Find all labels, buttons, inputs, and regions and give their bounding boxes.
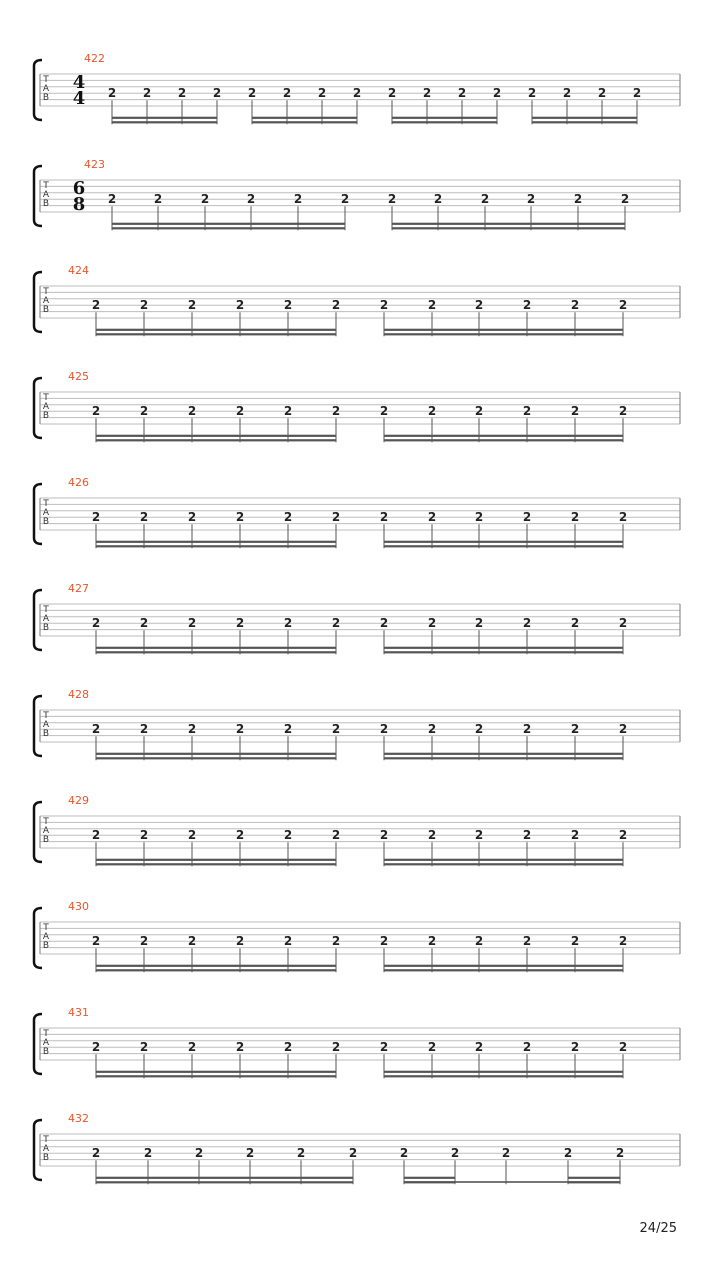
fret-number: 2: [379, 404, 389, 419]
fret-number: 2: [317, 86, 327, 101]
beam-primary: [392, 227, 625, 229]
tab-clef-letter: T: [43, 817, 49, 827]
fret-number: 2: [379, 722, 389, 737]
tab-clef-letter: B: [42, 411, 50, 421]
beam-primary: [96, 757, 336, 759]
fret-number: 2: [427, 616, 437, 631]
beam-primary: [96, 1181, 353, 1183]
fret-number: 2: [620, 192, 630, 207]
fret-number: 2: [187, 404, 197, 419]
beam-primary: [384, 545, 623, 547]
tab-clef-letter: B: [42, 1047, 50, 1057]
fret-number: 2: [283, 722, 293, 737]
fret-number: 2: [450, 1146, 460, 1161]
fret-number: 2: [379, 616, 389, 631]
fret-number: 2: [283, 298, 293, 313]
fret-number: 2: [139, 510, 149, 525]
fret-number: 2: [293, 192, 303, 207]
fret-number: 2: [139, 298, 149, 313]
fret-number: 2: [618, 298, 628, 313]
beam-secondary: [384, 435, 623, 437]
system-bracket: [34, 1014, 42, 1074]
fret-number: 2: [570, 1040, 580, 1055]
fret-number: 2: [570, 616, 580, 631]
fret-number: 2: [331, 616, 341, 631]
measure-number: 423: [84, 158, 105, 171]
beam-secondary: [96, 647, 336, 649]
fret-number: 2: [379, 510, 389, 525]
fret-number: 2: [143, 1146, 153, 1161]
fret-number: 2: [618, 934, 628, 949]
fret-number: 2: [235, 298, 245, 313]
fret-number: 2: [522, 510, 532, 525]
fret-number: 2: [235, 616, 245, 631]
fret-number: 2: [331, 722, 341, 737]
tab-clef-letter: A: [42, 84, 50, 94]
fret-number: 2: [399, 1146, 409, 1161]
fret-number: 2: [187, 298, 197, 313]
system-bracket: [34, 484, 42, 544]
beam-secondary: [96, 435, 336, 437]
beam-primary: [96, 969, 336, 971]
fret-number: 2: [474, 1040, 484, 1055]
time-signature-top: 6: [72, 178, 86, 199]
fret-number: 2: [570, 828, 580, 843]
fret-number: 2: [573, 192, 583, 207]
beam-secondary: [112, 223, 345, 225]
fret-number: 2: [283, 1040, 293, 1055]
fret-number: 2: [570, 934, 580, 949]
tab-clef-letter: A: [42, 614, 50, 624]
fret-number: 2: [139, 1040, 149, 1055]
beam-secondary: [384, 1071, 623, 1073]
beam-secondary: [392, 117, 497, 119]
fret-number: 2: [142, 86, 152, 101]
beam-primary: [392, 121, 497, 123]
fret-number: 2: [492, 86, 502, 101]
beam-secondary: [96, 753, 336, 755]
measure-number: 426: [68, 476, 89, 489]
measure-number: 424: [68, 264, 89, 277]
beam-secondary: [112, 117, 217, 119]
beam-secondary: [532, 117, 637, 119]
fret-number: 2: [139, 828, 149, 843]
fret-number: 2: [427, 404, 437, 419]
beam-primary: [252, 121, 357, 123]
beam-primary: [112, 121, 217, 123]
beam-primary: [384, 757, 623, 759]
measure-number: 429: [68, 794, 89, 807]
beam-primary: [384, 969, 623, 971]
tab-clef-letter: B: [42, 835, 50, 845]
fret-number: 2: [570, 722, 580, 737]
fret-number: 2: [187, 616, 197, 631]
fret-number: 2: [187, 1040, 197, 1055]
fret-number: 2: [562, 86, 572, 101]
tab-clef-letter: B: [42, 623, 50, 633]
measure-number: 431: [68, 1006, 89, 1019]
beam-primary: [96, 333, 336, 335]
beam-primary: [96, 545, 336, 547]
beam-secondary: [568, 1177, 620, 1179]
beam-secondary: [252, 117, 357, 119]
tab-clef-letter: A: [42, 296, 50, 306]
fret-number: 2: [331, 298, 341, 313]
fret-number: 2: [235, 404, 245, 419]
tab-clef-letter: A: [42, 932, 50, 942]
tab-clef-letter: T: [43, 605, 49, 615]
beam-secondary: [384, 329, 623, 331]
beam-primary: [96, 439, 336, 441]
fret-number: 2: [235, 828, 245, 843]
fret-number: 2: [563, 1146, 573, 1161]
fret-number: 2: [474, 510, 484, 525]
fret-number: 2: [474, 404, 484, 419]
fret-number: 2: [91, 298, 101, 313]
beam-primary: [384, 439, 623, 441]
fret-number: 2: [235, 934, 245, 949]
beam-primary: [384, 333, 623, 335]
fret-number: 2: [522, 1040, 532, 1055]
fret-number: 2: [433, 192, 443, 207]
beam-secondary: [384, 859, 623, 861]
fret-number: 2: [387, 86, 397, 101]
beam-secondary: [392, 223, 625, 225]
tab-clef-letter: A: [42, 190, 50, 200]
tab-clef-letter: B: [42, 1153, 50, 1163]
fret-number: 2: [139, 616, 149, 631]
fret-number: 2: [522, 616, 532, 631]
fret-number: 2: [282, 86, 292, 101]
fret-number: 2: [283, 828, 293, 843]
fret-number: 2: [187, 722, 197, 737]
fret-number: 2: [632, 86, 642, 101]
tab-clef-letter: A: [42, 1144, 50, 1154]
fret-number: 2: [235, 722, 245, 737]
beam-primary: [96, 651, 336, 653]
beam-secondary: [404, 1177, 455, 1179]
measure-number: 428: [68, 688, 89, 701]
fret-number: 2: [522, 722, 532, 737]
tab-clef-letter: T: [43, 499, 49, 509]
fret-number: 2: [283, 404, 293, 419]
fret-number: 2: [570, 404, 580, 419]
fret-number: 2: [91, 616, 101, 631]
fret-number: 2: [474, 616, 484, 631]
fret-number: 2: [427, 510, 437, 525]
system-bracket: [34, 378, 42, 438]
fret-number: 2: [618, 828, 628, 843]
tab-clef-letter: A: [42, 826, 50, 836]
fret-number: 2: [597, 86, 607, 101]
fret-number: 2: [427, 934, 437, 949]
tab-clef-letter: T: [43, 393, 49, 403]
fret-number: 2: [422, 86, 432, 101]
fret-number: 2: [480, 192, 490, 207]
fret-number: 2: [247, 86, 257, 101]
system-bracket: [34, 272, 42, 332]
fret-number: 2: [379, 1040, 389, 1055]
fret-number: 2: [246, 192, 256, 207]
fret-number: 2: [474, 934, 484, 949]
fret-number: 2: [91, 510, 101, 525]
tab-clef-letter: B: [42, 93, 50, 103]
system-bracket: [34, 60, 42, 120]
fret-number: 2: [474, 828, 484, 843]
fret-number: 2: [283, 510, 293, 525]
fret-number: 2: [212, 86, 222, 101]
fret-number: 2: [427, 298, 437, 313]
beam-primary: [384, 651, 623, 653]
beam-secondary: [96, 859, 336, 861]
tab-clef-letter: B: [42, 941, 50, 951]
fret-number: 2: [283, 616, 293, 631]
fret-number: 2: [352, 86, 362, 101]
beam-secondary: [384, 647, 623, 649]
fret-number: 2: [91, 1146, 101, 1161]
fret-number: 2: [522, 934, 532, 949]
fret-number: 2: [522, 298, 532, 313]
tab-clef-letter: T: [43, 181, 49, 191]
beam-primary: [112, 227, 345, 229]
fret-number: 2: [107, 192, 117, 207]
tab-clef-letter: T: [43, 287, 49, 297]
time-signature-top: 4: [72, 72, 86, 93]
fret-number: 2: [379, 934, 389, 949]
fret-number: 2: [618, 404, 628, 419]
fret-number: 2: [194, 1146, 204, 1161]
beam-secondary: [96, 541, 336, 543]
tab-clef-letter: A: [42, 720, 50, 730]
fret-number: 2: [570, 510, 580, 525]
fret-number: 2: [245, 1146, 255, 1161]
fret-number: 2: [474, 298, 484, 313]
beam-primary: [96, 863, 336, 865]
beam-secondary: [96, 1071, 336, 1073]
system-bracket: [34, 1120, 42, 1180]
fret-number: 2: [139, 934, 149, 949]
fret-number: 2: [139, 722, 149, 737]
fret-number: 2: [91, 722, 101, 737]
fret-number: 2: [348, 1146, 358, 1161]
fret-number: 2: [283, 934, 293, 949]
beam-secondary: [384, 541, 623, 543]
fret-number: 2: [235, 510, 245, 525]
tab-clef-letter: T: [43, 923, 49, 933]
fret-number: 2: [427, 722, 437, 737]
tab-clef-letter: A: [42, 402, 50, 412]
fret-number: 2: [91, 934, 101, 949]
measure-number: 430: [68, 900, 89, 913]
fret-number: 2: [139, 404, 149, 419]
beam-secondary: [384, 753, 623, 755]
fret-number: 2: [427, 828, 437, 843]
beam-primary: [384, 863, 623, 865]
tab-clef-letter: B: [42, 305, 50, 315]
system-bracket: [34, 696, 42, 756]
measure-number: 425: [68, 370, 89, 383]
fret-number: 2: [331, 934, 341, 949]
fret-number: 2: [91, 1040, 101, 1055]
fret-number: 2: [235, 1040, 245, 1055]
fret-number: 2: [107, 86, 117, 101]
tab-clef-letter: B: [42, 517, 50, 527]
fret-number: 2: [618, 510, 628, 525]
time-signature-bottom: 8: [72, 194, 86, 215]
beam-secondary: [96, 329, 336, 331]
fret-number: 2: [331, 404, 341, 419]
tab-clef-letter: T: [43, 1029, 49, 1039]
beam-primary: [404, 1181, 620, 1183]
system-bracket: [34, 802, 42, 862]
system-bracket: [34, 908, 42, 968]
tab-clef-letter: B: [42, 199, 50, 209]
beam-primary: [96, 1075, 336, 1077]
tab-clef-letter: T: [43, 75, 49, 85]
fret-number: 2: [615, 1146, 625, 1161]
fret-number: 2: [618, 1040, 628, 1055]
fret-number: 2: [331, 510, 341, 525]
beam-primary: [532, 121, 637, 123]
fret-number: 2: [522, 404, 532, 419]
fret-number: 2: [457, 86, 467, 101]
beam-secondary: [96, 965, 336, 967]
fret-number: 2: [427, 1040, 437, 1055]
beam-secondary: [384, 965, 623, 967]
fret-number: 2: [177, 86, 187, 101]
fret-number: 2: [501, 1146, 511, 1161]
tab-clef-letter: T: [43, 1135, 49, 1145]
system-bracket: [34, 166, 42, 226]
tab-clef-letter: B: [42, 729, 50, 739]
time-signature-bottom: 4: [72, 88, 86, 109]
fret-number: 2: [379, 828, 389, 843]
fret-number: 2: [379, 298, 389, 313]
measure-number: 427: [68, 582, 89, 595]
fret-number: 2: [570, 298, 580, 313]
fret-number: 2: [200, 192, 210, 207]
page-number: 24/25: [639, 1221, 677, 1236]
fret-number: 2: [331, 1040, 341, 1055]
system-bracket: [34, 590, 42, 650]
fret-number: 2: [527, 86, 537, 101]
tab-clef-letter: A: [42, 1038, 50, 1048]
measure-number: 422: [84, 52, 105, 65]
fret-number: 2: [526, 192, 536, 207]
fret-number: 2: [296, 1146, 306, 1161]
measure-number: 432: [68, 1112, 89, 1125]
beam-secondary: [96, 1177, 353, 1179]
tab-clef-letter: A: [42, 508, 50, 518]
fret-number: 2: [331, 828, 341, 843]
fret-number: 2: [340, 192, 350, 207]
fret-number: 2: [618, 722, 628, 737]
beam-primary: [384, 1075, 623, 1077]
fret-number: 2: [522, 828, 532, 843]
fret-number: 2: [474, 722, 484, 737]
fret-number: 2: [618, 616, 628, 631]
fret-number: 2: [187, 828, 197, 843]
fret-number: 2: [187, 934, 197, 949]
tab-clef-letter: T: [43, 711, 49, 721]
fret-number: 2: [91, 404, 101, 419]
fret-number: 2: [387, 192, 397, 207]
fret-number: 2: [91, 828, 101, 843]
fret-number: 2: [187, 510, 197, 525]
fret-number: 2: [153, 192, 163, 207]
